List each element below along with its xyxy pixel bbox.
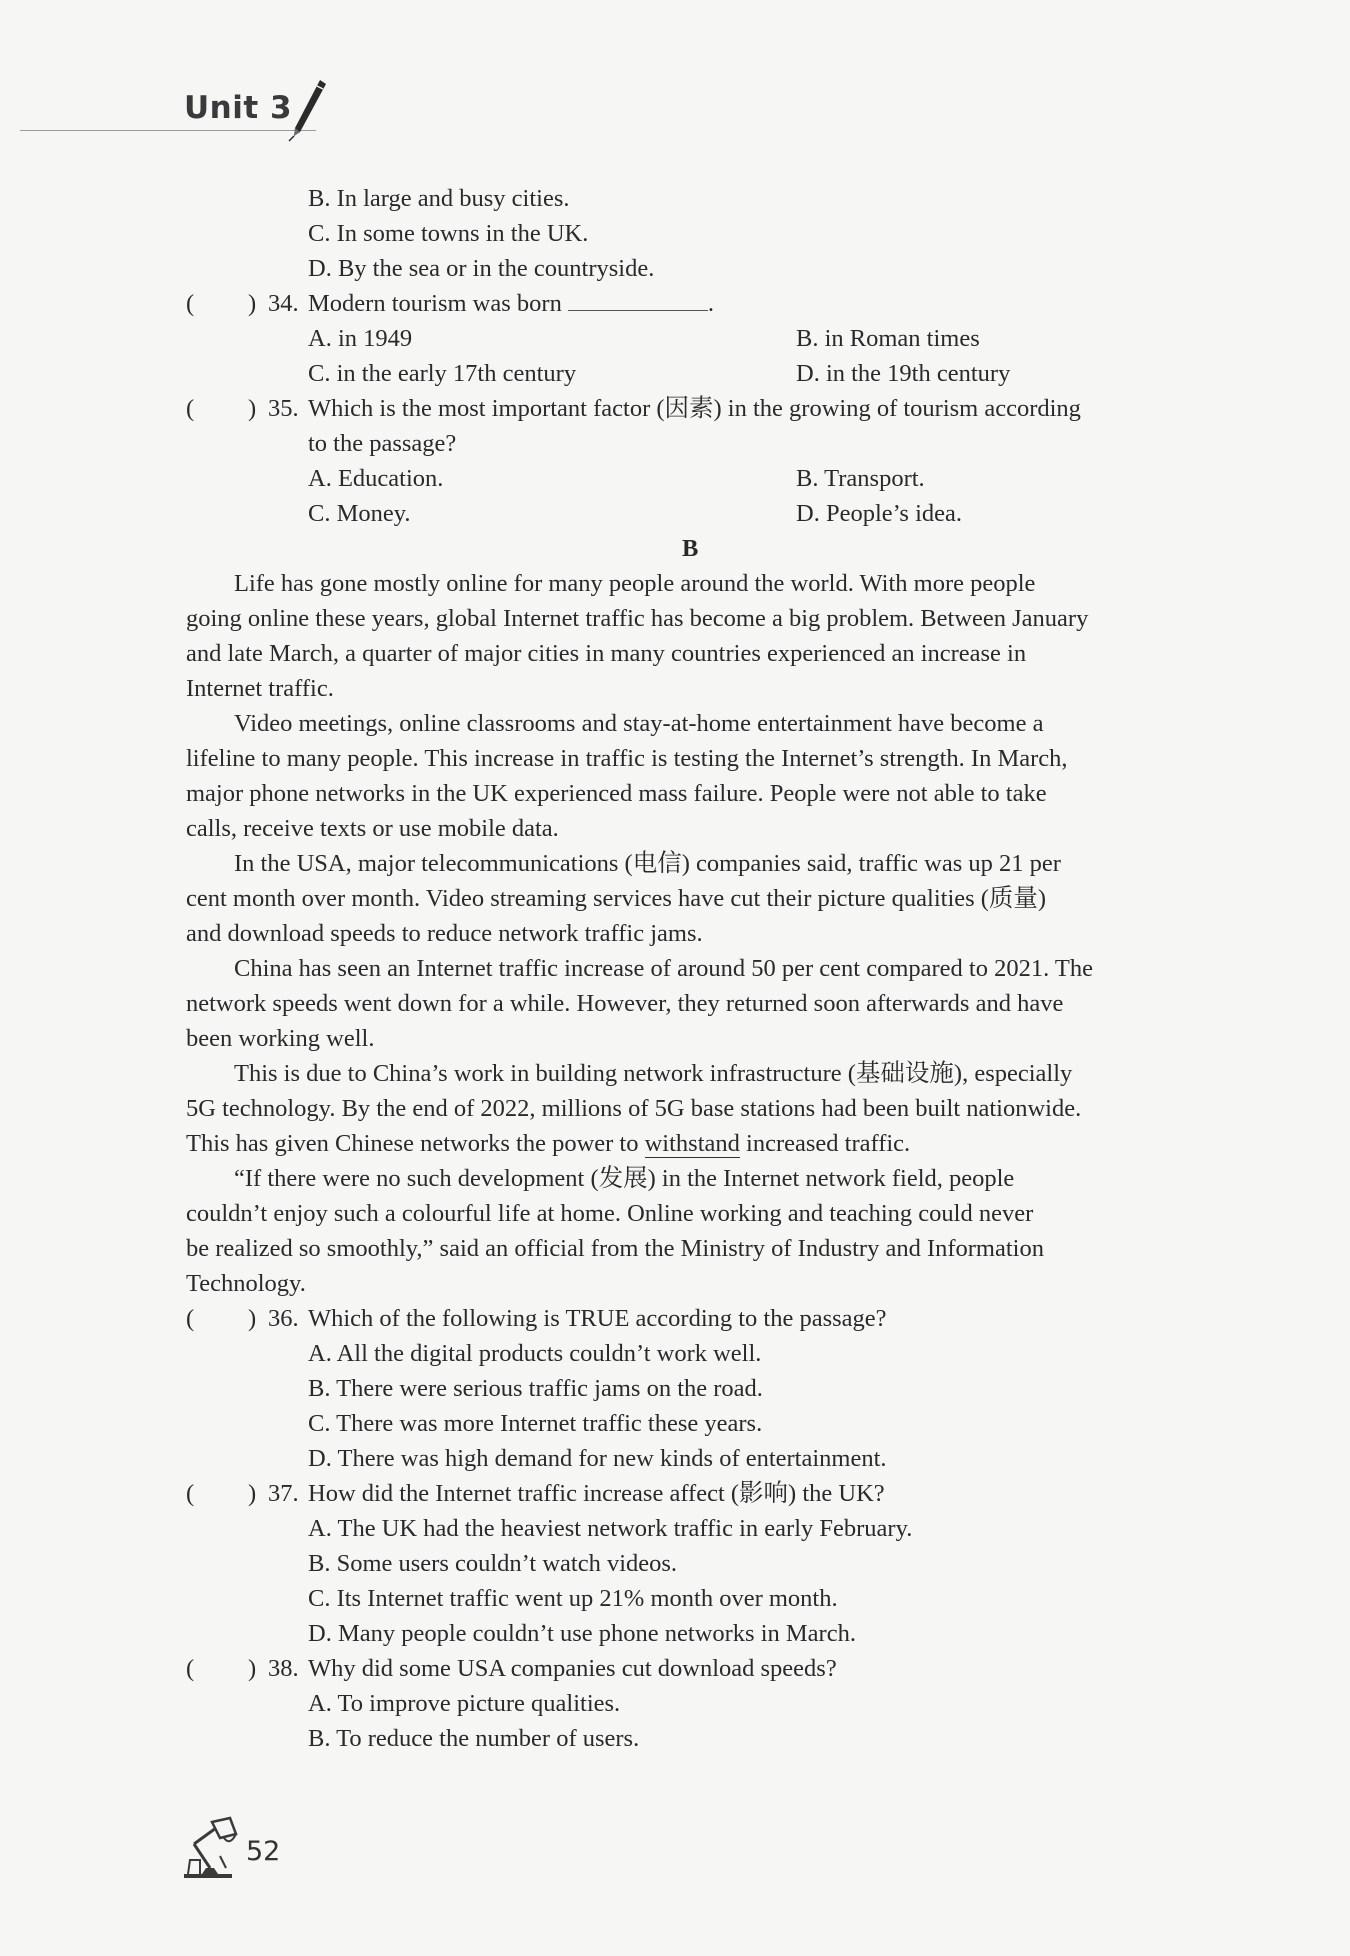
q34-options-row-1 <box>186 321 1216 356</box>
answer-bracket-close: ) <box>248 1305 257 1332</box>
q36-option-a: A. All the digital products couldn’t work well. <box>308 1340 762 1367</box>
q34-options-row-2 <box>186 356 1216 391</box>
question-text: Why did some USA companies cut download speeds? <box>308 1655 837 1682</box>
question-34 <box>186 286 1216 321</box>
q33-option-c: C. In some towns in the UK. <box>308 220 589 247</box>
page-number: 52 <box>246 1836 281 1867</box>
q37-option-b: B. Some users couldn’t watch videos. <box>308 1550 678 1577</box>
header-rule <box>20 130 316 131</box>
q34-option-a: A. in 1949 <box>308 325 413 352</box>
question-number: 37. <box>268 1480 299 1507</box>
question-38 <box>186 1651 1216 1686</box>
q35-options-row-1 <box>186 461 1216 496</box>
q37-option-c: C. Its Internet traffic went up 21% month over month. <box>308 1585 838 1612</box>
question-34-text: Modern tourism was born <box>308 290 562 317</box>
answer-bracket-open: ( <box>186 395 195 422</box>
desk-lamp-icon <box>180 1816 242 1880</box>
question-number: 36. <box>268 1305 299 1332</box>
question-35 <box>186 391 1216 426</box>
answer-bracket-open: ( <box>186 1655 195 1682</box>
answer-bracket-close: ) <box>248 1480 257 1507</box>
question-text <box>308 286 714 321</box>
passage-b <box>186 566 1216 1301</box>
q37-option-a: A. The UK had the heaviest network traffic in early February. <box>308 1515 913 1542</box>
q34-option-b: B. in Roman times <box>796 325 980 352</box>
question-number: 34. <box>268 290 299 317</box>
q35-option-c: C. Money. <box>308 500 411 527</box>
section-b-label: B <box>682 535 699 562</box>
answer-bracket-open: ( <box>186 1305 195 1332</box>
passage-line: cent month over month. Video streaming services have cut their picture qualities (质量) <box>186 885 1047 912</box>
question-number: 38. <box>268 1655 299 1682</box>
answer-bracket-close: ) <box>248 1655 257 1682</box>
q36-option-d: D. There was high demand for new kinds of entertainment. <box>308 1445 887 1472</box>
passage-line: Life has gone mostly online for many people around the world. With more people <box>234 570 1036 597</box>
q35-option-d: D. People’s idea. <box>796 500 963 527</box>
question-text: Which is the most important factor (因素) in the growing of tourism according <box>308 395 1081 422</box>
passage-line: “If there were no such development (发展) in the Internet network field, people <box>234 1165 1015 1192</box>
passage-line: Internet traffic. <box>186 675 334 702</box>
q34-option-d: D. in the 19th century <box>796 360 1011 387</box>
passage-line <box>186 1126 1216 1161</box>
passage-line: In the USA, major telecommunications (电信) companies said, traffic was up 21 per <box>234 850 1061 877</box>
passage-line: major phone networks in the UK experienced mass failure. People were not able to take <box>186 780 1047 807</box>
q34-option-c: C. in the early 17th century <box>308 360 577 387</box>
passage-line: 5G technology. By the end of 2022, millions of 5G base stations had been built nationwide. <box>186 1095 1082 1122</box>
q38-option-b: B. To reduce the number of users. <box>308 1725 640 1752</box>
page-content <box>186 181 1216 1756</box>
answer-bracket-open: ( <box>186 290 195 317</box>
underlined-word: withstand <box>644 1130 740 1157</box>
question-text: Which of the following is TRUE according to the passage? <box>308 1305 887 1332</box>
q36-option-b: B. There were serious traffic jams on the road. <box>308 1375 763 1402</box>
question-37 <box>186 1476 1216 1511</box>
passage-line: calls, receive texts or use mobile data. <box>186 815 559 842</box>
page-footer <box>180 1816 281 1885</box>
unit-title: Unit 3 <box>184 90 293 126</box>
passage-line: Technology. <box>186 1270 306 1297</box>
answer-bracket-open: ( <box>186 1480 195 1507</box>
pen-icon <box>286 78 330 142</box>
answer-bracket-close: ) <box>248 290 257 317</box>
passage-line: be realized so smoothly,” said an official from the Ministry of Industry and Information <box>186 1235 1044 1262</box>
q35-option-a: A. Education. <box>308 465 444 492</box>
q33-option-b: B. In large and busy cities. <box>308 185 570 212</box>
passage-line: going online these years, global Internet traffic has become a big problem. Between January <box>186 605 1089 632</box>
passage-line: and download speeds to reduce network traffic jams. <box>186 920 703 947</box>
passage-line: This is due to China’s work in building network infrastructure (基础设施), especially <box>234 1060 1073 1087</box>
q35-option-b: B. Transport. <box>796 465 925 492</box>
q33-option-d: D. By the sea or in the countryside. <box>308 255 655 282</box>
passage-line: couldn’t enjoy such a colourful life at home. Online working and teaching could never <box>186 1200 1034 1227</box>
passage-line: and late March, a quarter of major cities in many countries experienced an increase in <box>186 640 1027 667</box>
q37-option-d: D. Many people couldn’t use phone networks in March. <box>308 1620 856 1647</box>
unit-header <box>0 78 340 148</box>
passage-line: Video meetings, online classrooms and stay-at-home entertainment have become a <box>234 710 1044 737</box>
section-b-heading <box>186 531 1216 566</box>
passage-text: increased traffic. <box>739 1130 911 1157</box>
question-35-continued: to the passage? <box>308 430 457 457</box>
passage-line: been working well. <box>186 1025 375 1052</box>
answer-bracket-close: ) <box>248 395 257 422</box>
q36-option-c: C. There was more Internet traffic these years. <box>308 1410 763 1437</box>
q35-options-row-2 <box>186 496 1216 531</box>
answer-blank <box>568 286 708 311</box>
passage-line: lifeline to many people. This increase in traffic is testing the Internet’s strength. In March, <box>186 745 1068 772</box>
passage-line: network speeds went down for a while. However, they returned soon afterwards and have <box>186 990 1064 1017</box>
passage-line: China has seen an Internet traffic increase of around 50 per cent compared to 2021. The <box>234 955 1093 982</box>
question-number: 35. <box>268 395 299 422</box>
question-36 <box>186 1301 1216 1336</box>
question-34-period: . <box>707 290 714 317</box>
question-text: How did the Internet traffic increase affect (影响) the UK? <box>308 1480 885 1507</box>
passage-text: This has given Chinese networks the power to <box>186 1130 645 1157</box>
q38-option-a: A. To improve picture qualities. <box>308 1690 621 1717</box>
